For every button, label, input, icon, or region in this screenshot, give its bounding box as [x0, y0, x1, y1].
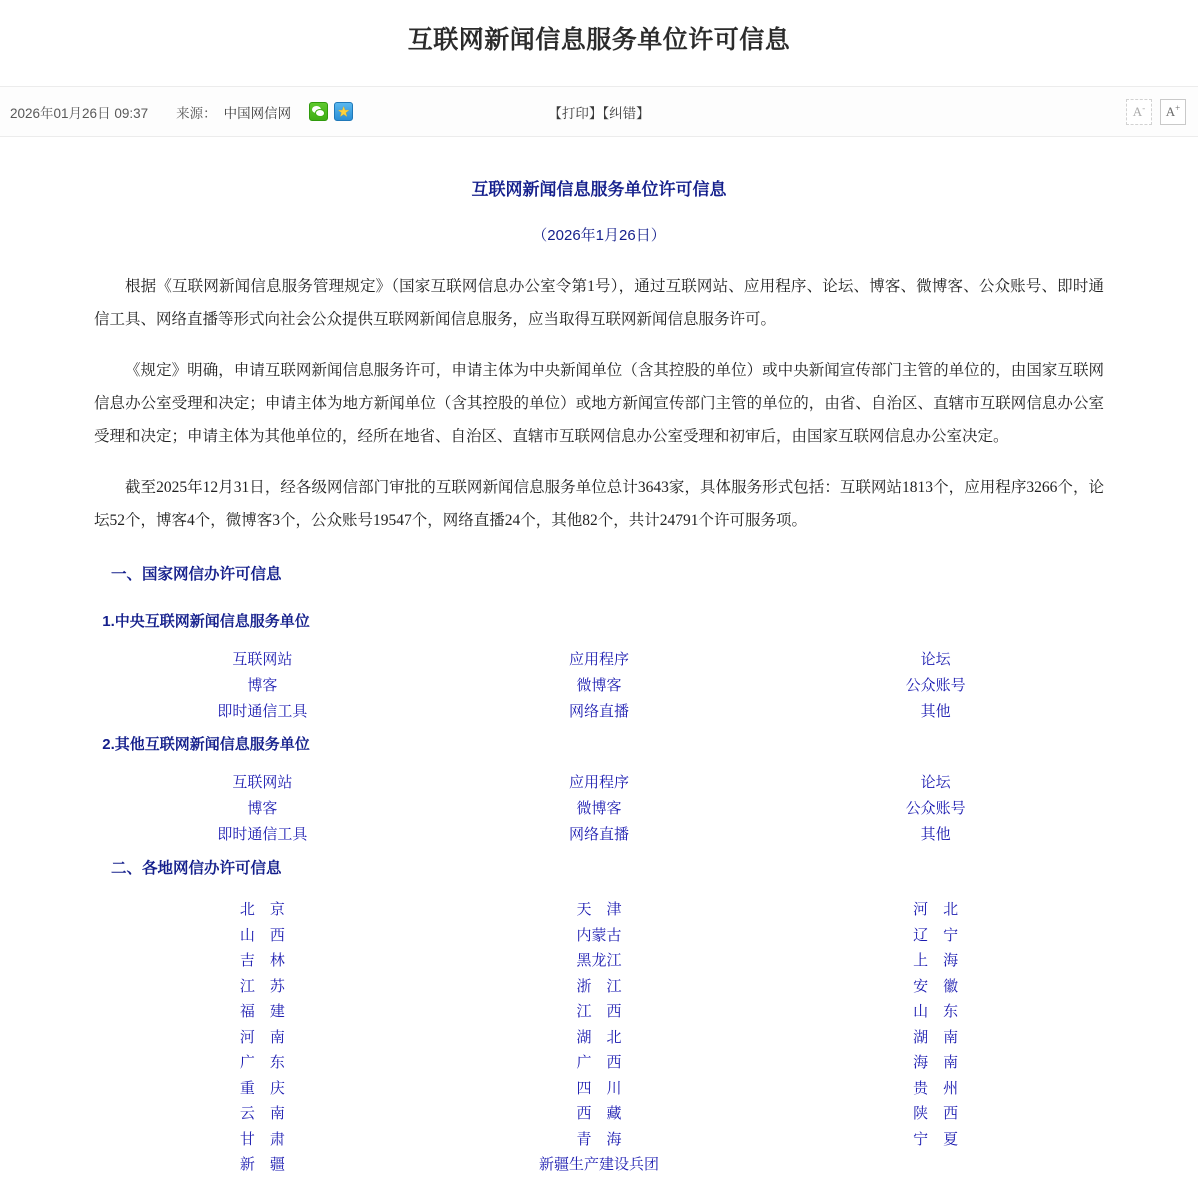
- list-item: [767, 999, 1104, 1025]
- font-increase-sign: +: [1175, 103, 1181, 113]
- list-item: [767, 822, 1104, 848]
- list-item: [94, 673, 431, 699]
- list-item: [431, 1127, 768, 1153]
- list-item: [431, 1152, 768, 1178]
- province-link[interactable]: 海 南: [913, 1055, 959, 1071]
- print-and-correct-links[interactable]: 【打印】【纠错】: [548, 105, 650, 121]
- province-link[interactable]: 青 海: [576, 1131, 622, 1148]
- list-item: [94, 897, 431, 923]
- service-type-link[interactable]: 论坛: [920, 652, 951, 668]
- list-item: [94, 647, 431, 673]
- service-type-link[interactable]: 其他: [920, 704, 951, 720]
- service-type-link[interactable]: 论坛: [920, 775, 951, 791]
- paragraph-1: 根据《互联网新闻信息服务管理规定》（国家互联网信息办公室令第1号），通过互联网站、应用程序、论坛、博客、微博客、公众账号、即时通信工具、网络直播等形式向社会公众提供互联网新闻信息服务，应当取得互联网新闻信息服务许可。: [94, 278, 1104, 328]
- list-item: [431, 1025, 768, 1051]
- province-link[interactable]: 天 津: [576, 902, 622, 918]
- province-link[interactable]: 江 西: [576, 1004, 622, 1020]
- publish-date: 2026年01月26日 09:37: [10, 105, 149, 121]
- province-link[interactable]: 广 东: [239, 1055, 285, 1071]
- service-type-link[interactable]: 微博客: [576, 678, 622, 694]
- list-item: [431, 923, 768, 949]
- font-decrease-label: A: [1132, 104, 1143, 119]
- service-type-link[interactable]: 互联网站: [232, 652, 293, 668]
- section-heading-local: 二、各地网信办许可信息: [111, 860, 282, 877]
- section-heading-national: 一、国家网信办许可信息: [111, 566, 282, 583]
- list-item: [431, 822, 768, 848]
- list-item: [94, 1076, 431, 1102]
- list-item: [431, 999, 768, 1025]
- province-link[interactable]: 四 川: [576, 1080, 622, 1097]
- subsection-heading-central-units: 1.中央互联网新闻信息服务单位: [102, 613, 310, 630]
- page-title: 互联网新闻信息服务单位许可信息: [407, 26, 791, 54]
- list-item: [767, 948, 1104, 974]
- list-item: [767, 673, 1104, 699]
- list-item: [767, 647, 1104, 673]
- province-link[interactable]: 新 疆: [239, 1157, 285, 1173]
- list-item: [94, 796, 431, 822]
- paragraph-2: 《规定》明确，申请互联网新闻信息服务许可，申请主体为中央新闻单位（含其控股的单位）或中央新闻宣传部门主管的单位的，由国家互联网信息办公室受理和决定；申请主体为地方新闻单位（含其控股的单位）或地方新闻宣传部门主管的单位的，由省、自治区、直辖市互联网信息办公室受理和决定；申请主体为其他单位的，经所在地省、自治区、直辖市互联网信息办公室受理和初审后，由国家互联网信息办公室决定。: [94, 362, 1104, 445]
- list-item: [431, 1101, 768, 1127]
- province-link[interactable]: 甘 肃: [239, 1131, 285, 1148]
- list-item: [94, 1152, 431, 1178]
- list-item: [431, 897, 768, 923]
- service-type-link[interactable]: 公众账号: [905, 678, 966, 694]
- list-item: [94, 1127, 431, 1153]
- province-link[interactable]: 贵 州: [913, 1080, 959, 1097]
- list-item: [94, 974, 431, 1000]
- list-item: [767, 796, 1104, 822]
- province-link[interactable]: 云 南: [239, 1106, 285, 1122]
- list-item: [767, 770, 1104, 796]
- article-title: 互联网新闻信息服务单位许可信息: [471, 180, 727, 199]
- province-link[interactable]: 山 西: [239, 927, 285, 944]
- list-item-empty: [767, 1152, 1104, 1178]
- province-link[interactable]: 黑龙江: [576, 953, 622, 969]
- list-item: [94, 770, 431, 796]
- subsection-heading-other-units: 2.其他互联网新闻信息服务单位: [102, 736, 310, 753]
- service-type-link[interactable]: 博客: [247, 678, 278, 694]
- font-decrease-sign: -: [1142, 103, 1146, 113]
- font-increase-label: A: [1165, 104, 1176, 119]
- list-item: [431, 796, 768, 822]
- service-type-link[interactable]: 其他: [920, 827, 951, 843]
- province-link[interactable]: 陕 西: [913, 1106, 959, 1122]
- province-link[interactable]: 安 徽: [913, 978, 959, 995]
- province-link[interactable]: 重 庆: [239, 1080, 285, 1097]
- list-item: [767, 1127, 1104, 1153]
- article-body: [94, 137, 1104, 1178]
- list-item: [431, 1076, 768, 1102]
- province-link[interactable]: 浙 江: [576, 978, 622, 995]
- list-item: [767, 974, 1104, 1000]
- list-item: [767, 897, 1104, 923]
- list-item: [431, 770, 768, 796]
- source-label: 来源：: [176, 105, 217, 121]
- province-link[interactable]: 北 京: [239, 902, 285, 918]
- list-item: [94, 1050, 431, 1076]
- service-type-link[interactable]: 网络直播: [568, 704, 629, 720]
- source-value[interactable]: 中国网信网: [223, 105, 292, 121]
- service-type-link[interactable]: 应用程序: [568, 652, 629, 668]
- service-type-link[interactable]: 即时通信工具: [217, 704, 308, 720]
- list-item: [767, 699, 1104, 725]
- list-item: [94, 923, 431, 949]
- service-type-grid-other: [94, 770, 1104, 848]
- service-type-link[interactable]: 微博客: [576, 801, 622, 817]
- province-link[interactable]: 宁 夏: [913, 1131, 959, 1148]
- province-link[interactable]: 上 海: [913, 953, 959, 969]
- province-link[interactable]: 新疆生产建设兵团: [538, 1157, 659, 1173]
- list-item: [94, 999, 431, 1025]
- province-link[interactable]: 河 北: [913, 902, 959, 918]
- province-link[interactable]: 吉 林: [239, 953, 285, 969]
- service-type-grid-central: [94, 647, 1104, 725]
- article-subtitle-date: （2026年1月26日）: [532, 227, 666, 244]
- service-type-link[interactable]: 博客: [247, 801, 278, 817]
- meta-left-group: [0, 102, 353, 122]
- province-link[interactable]: 湖 南: [913, 1029, 959, 1046]
- service-type-link[interactable]: 网络直播: [568, 827, 629, 843]
- font-increase-button[interactable]: [1160, 99, 1186, 125]
- service-type-link[interactable]: 公众账号: [905, 801, 966, 817]
- font-decrease-button[interactable]: [1126, 99, 1152, 125]
- list-item: [94, 822, 431, 848]
- province-link[interactable]: 辽 宁: [913, 927, 959, 944]
- article-meta-bar: [0, 86, 1198, 137]
- service-type-link[interactable]: 应用程序: [568, 775, 629, 791]
- share-icon-group: [309, 102, 353, 121]
- province-link[interactable]: 福 建: [239, 1004, 285, 1020]
- list-item: [431, 948, 768, 974]
- service-type-link[interactable]: 即时通信工具: [217, 827, 308, 843]
- province-link[interactable]: 内蒙古: [576, 927, 622, 944]
- list-item: [94, 699, 431, 725]
- paragraph-3: 截至2025年12月31日，经各级网信部门审批的互联网新闻信息服务单位总计3643家，具体服务形式包括：互联网站1813个，应用程序3266个，论坛52个，博客4个，微博客3个，公众账号19547个，网络直播24个，其他82个，共计24791个许可服务项。: [94, 479, 1104, 529]
- list-item: [767, 1050, 1104, 1076]
- province-link[interactable]: 广 西: [576, 1055, 622, 1071]
- list-item: [431, 974, 768, 1000]
- province-link[interactable]: 河 南: [239, 1029, 285, 1046]
- service-type-link[interactable]: 互联网站: [232, 775, 293, 791]
- list-item: [94, 1025, 431, 1051]
- province-link[interactable]: 江 苏: [239, 978, 285, 995]
- weibo-share-icon[interactable]: [334, 102, 353, 121]
- list-item: [94, 948, 431, 974]
- province-link-grid: [94, 897, 1104, 1178]
- list-item: [767, 1101, 1104, 1127]
- list-item: [431, 1050, 768, 1076]
- font-size-controls: [1126, 99, 1186, 125]
- list-item: [431, 647, 768, 673]
- province-link[interactable]: 西 藏: [576, 1106, 622, 1122]
- list-item: [94, 1101, 431, 1127]
- wechat-share-icon[interactable]: [309, 102, 328, 121]
- province-link[interactable]: 山 东: [913, 1004, 959, 1020]
- list-item: [431, 699, 768, 725]
- list-item: [767, 1025, 1104, 1051]
- province-link[interactable]: 湖 北: [576, 1029, 622, 1046]
- list-item: [767, 923, 1104, 949]
- list-item: [431, 673, 768, 699]
- list-item: [767, 1076, 1104, 1102]
